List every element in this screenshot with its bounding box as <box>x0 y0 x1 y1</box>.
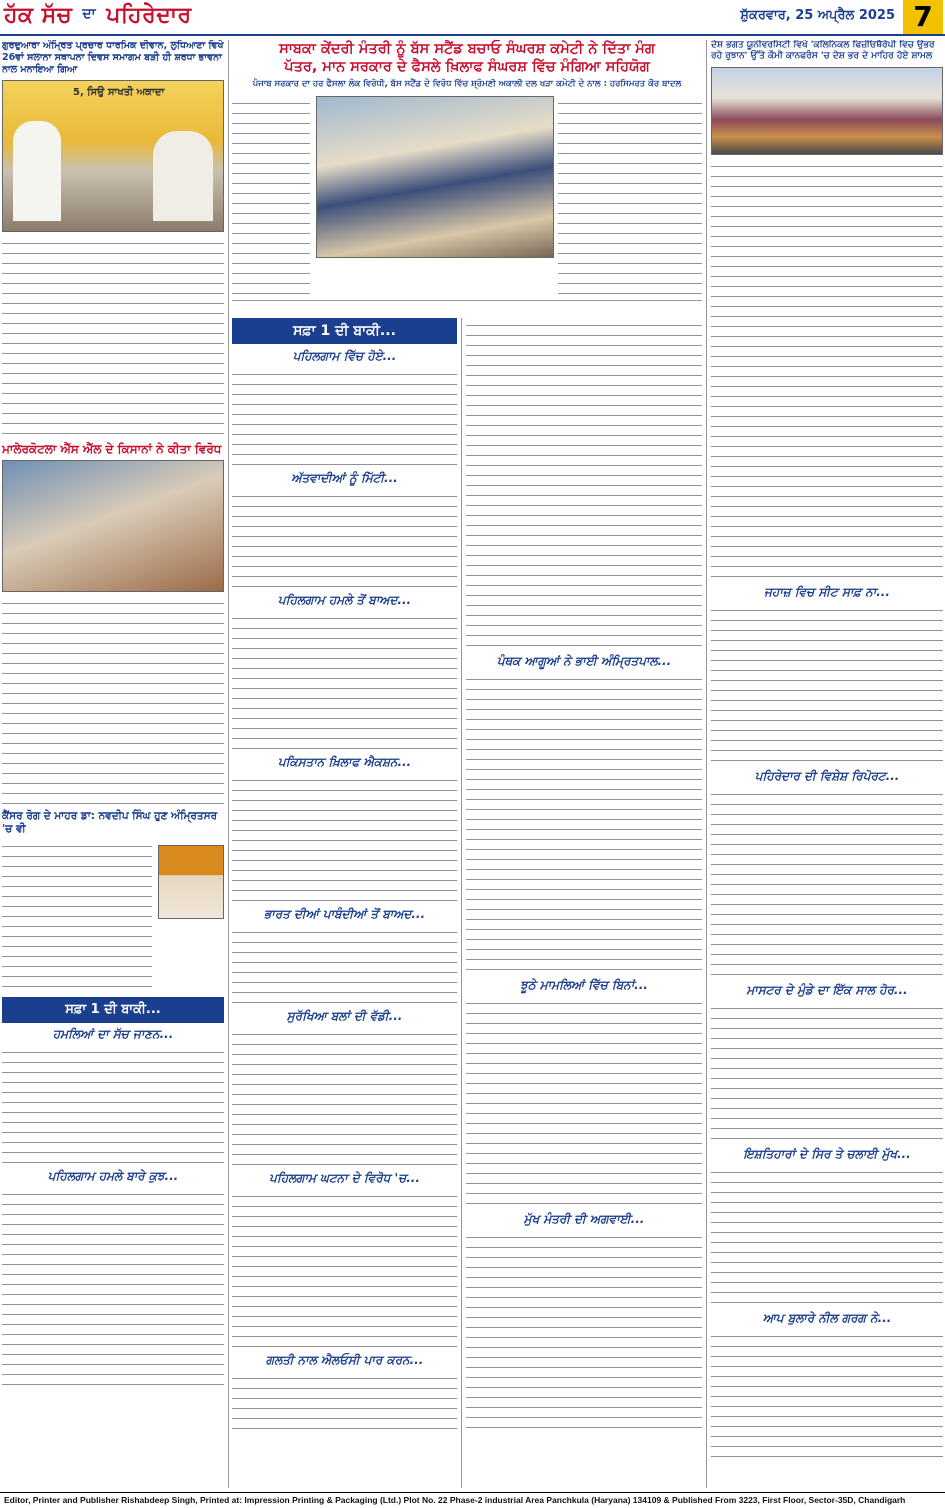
right-sub3-body <box>711 1001 943 1141</box>
right-sub1-body <box>711 603 943 763</box>
center-sub-heading-3: ਪਹਿਲਗਾਮ ਹਮਲੇ ਤੋਂ ਬਾਅਦ... <box>277 593 412 607</box>
page-number-badge: 7 <box>903 0 943 34</box>
column-divider <box>706 40 707 1488</box>
center-sub1-body <box>232 367 457 467</box>
left-story2-headline: ਮਾਲੇਰਕੋਟਲਾ ਐੱਸ ਐੱਲ ਦੇ ਕਿਸਾਨਾਂ ਨੇ ਕੀਤਾ ਵਿਰੋਧ <box>2 441 222 456</box>
person-figure <box>13 121 61 221</box>
rc-sub-heading-3: ਮੁੱਖ ਮੰਤਰੀ ਦੀ ਅਗਵਾਈ... <box>523 1212 645 1226</box>
right-sub-heading-5: ਆਪ ਬੁਲਾਰੇ ਨੀਲ ਗਰਗ ਨੇ... <box>762 1310 892 1325</box>
paper-name-mid: ਦਾ <box>82 6 97 22</box>
right-sub-heading-3: ਮਾਸਟਰ ਦੇ ਮੁੰਡੇ ਦਾ ਇੱਕ ਸਾਲ ਹੋਰ... <box>746 982 908 997</box>
person-figure <box>153 131 213 221</box>
left-top-headline: ਗੁਰਦੁਆਰਾ ਅੰਮ੍ਰਿਤ ਪ੍ਰਚਾਰ ਧਾਰਮਿਕ ਦੀਵਾਨ, ਲੁਧਿਆਣਾ ਵਿਖੇ 26ਵਾਂ ਸਲਾਨਾ ਸਥਾਪਨਾ ਦਿਵਸ ਸਮਾਗਮ ਬੜੀ ਹੀ ਸ਼ਰਧਾ ਭਾਵਨਾ ਨਾਲ ਮਨਾਇਆ ਗਿਆ <box>2 40 224 75</box>
center-continued-column <box>232 318 457 1488</box>
right-center-column <box>466 318 702 1488</box>
center-sub-heading-5: ਭਾਰਤ ਦੀਆਂ ਪਾਬੰਦੀਆਂ ਤੋਂ ਬਾਅਦ... <box>263 907 426 921</box>
left-column <box>2 40 224 1488</box>
rc-sub-heading-1: ਪੰਥਕ ਆਗੂਆਂ ਨੇ ਭਾਈ ਅੰਮ੍ਰਿਤਪਾਲ... <box>496 654 672 668</box>
center-sub2-body <box>232 489 457 589</box>
masthead-rule <box>0 34 945 36</box>
right-top-headline: ਦੇਸ਼ ਭਗਤ ਯੂਨੀਵਰਸਿਟੀ ਵਿਖੇ 'ਕਲਿਨਿਕਲ ਫਿਜ਼ੀਓਥੈਰੇਪੀ ਵਿਚ ਉਭਰ ਰਹੇ ਰੁਝਾਨ' ਉੱਤੇ ਕੌਮੀ ਕਾਨਫਰੰਸ 'ਚ ਦੇਸ਼ ਭਰ ਦੇ ਮਾਹਿਰ ਹੋਏ ਸ਼ਾਮਲ <box>711 40 935 62</box>
photo-banner-text: 5, ਸਿਉ ਸਾਖਤੀ ਅਕਾਦਾ <box>73 86 165 98</box>
bus-stand-delegation-photo <box>316 96 554 258</box>
center-sub-heading-7: ਪਹਿਲਗਾਮ ਘਟਨਾ ਦੇ ਵਿਰੋਧ 'ਚ... <box>269 1171 420 1185</box>
left-story3-body <box>2 839 152 989</box>
rc-sub1-body <box>466 672 702 972</box>
left-sub-heading-1: ਹਮਲਿਆਂ ਦਾ ਸੱਚ ਜਾਣਨ... <box>52 1026 174 1041</box>
lead-top-block <box>232 96 702 296</box>
lead-body-col1 <box>232 96 310 296</box>
publisher-imprint: Editor, Printer and Publisher Rishabdeep Singh, Printed at: Impression Printing & Packaging (Ltd.) Plot No. 22 Phase-2 industrial Area Panchkula (Haryana) 134109 & Published From 3223, First Floor, Sector-35D, Chandigarh <box>0 1492 945 1508</box>
center-sub-heading-2: ਅੱਤਵਾਦੀਆਂ ਨੂੰ ਮਿੱਟੀ... <box>291 471 398 485</box>
rc-top-body <box>466 318 702 648</box>
center-sub-heading-1: ਪਹਿਲਗਾਮ ਵਿੱਚ ਹੋਏ... <box>292 349 397 363</box>
lead-body-col3 <box>558 96 702 296</box>
right-sub2-body <box>711 787 943 977</box>
center-sub8-body <box>232 1371 457 1431</box>
doctor-portrait-photo <box>158 845 224 919</box>
column-divider <box>228 40 229 1488</box>
university-conference-photo <box>711 67 943 155</box>
rc-sub2-body <box>466 996 702 1206</box>
left-story3-block <box>2 839 224 989</box>
left-sub2-body <box>2 1187 224 1387</box>
left-sub-heading-2: ਪਹਿਲਗਾਮ ਹਮਲੇ ਬਾਰੇ ਕੁਝ... <box>47 1168 179 1183</box>
left-continued-bar: ਸਫ਼ਾ 1 ਦੀ ਬਾਕੀ... <box>2 997 224 1023</box>
left-story3-headline: ਕੈਂਸਰ ਰੋਗ ਦੇ ਮਾਹਰ ਡਾ: ਨਵਦੀਪ ਸਿੰਘ ਹੁਣ ਅੰਮ੍ਰਿਤਸਰ 'ਚ ਵੀ <box>2 809 218 835</box>
center-sub-heading-4: ਪਕਿਸਤਾਨ ਖ਼ਿਲਾਫ ਐਕਸ਼ਨ... <box>277 755 412 769</box>
left-story2-body <box>2 596 224 806</box>
right-story1-body <box>711 159 943 579</box>
center-continued-bar: ਸਫ਼ਾ 1 ਦੀ ਬਾਕੀ... <box>232 318 457 344</box>
center-sub6-body <box>232 1027 457 1167</box>
left-sub1-body <box>2 1045 224 1165</box>
center-sub4-body <box>232 773 457 903</box>
right-column <box>711 40 943 1488</box>
issue-date: ਸ਼ੁੱਕਰਵਾਰ, 25 ਅਪ੍ਰੈਲ 2025 <box>740 8 895 23</box>
center-sub7-body <box>232 1189 457 1349</box>
gurdwara-event-photo <box>2 80 224 232</box>
right-sub-heading-2: ਪਹਿਰੇਦਾਰ ਦੀ ਵਿਸ਼ੇਸ਼ ਰਿਪੋਰਟ... <box>754 768 900 783</box>
rc-sub3-body <box>466 1230 702 1430</box>
center-sub5-body <box>232 925 457 1005</box>
right-sub4-body <box>711 1165 943 1305</box>
paper-name-right: ਪਹਿਰੇਦਾਰ <box>106 2 192 28</box>
lead-headline-line1: ਸਾਬਕਾ ਕੇਂਦਰੀ ਮੰਤਰੀ ਨੂੰ ਬੱਸ ਸਟੈਂਡ ਬਚਾਓ ਸੰਘਰਸ਼ ਕਮੇਟੀ ਨੇ ਦਿੱਤਾ ਮੰਗ <box>279 41 655 57</box>
farmers-protest-photo <box>2 460 224 592</box>
section-divider <box>232 300 702 301</box>
right-sub5-body <box>711 1329 943 1459</box>
center-sub3-body <box>232 611 457 751</box>
right-sub-heading-1: ਜਹਾਜ਼ ਵਿਚ ਸੀਟ ਸਾਫ਼ ਨਾ... <box>764 584 890 599</box>
lead-strapline: ਪੰਜਾਬ ਸਰਕਾਰ ਦਾ ਹਰ ਫੈਸਲਾ ਲੋਕ ਵਿਰੋਧੀ, ਬੱਸ ਸਟੈਂਡ ਦੇ ਵਿਰੋਧ ਵਿੱਚ ਸ਼੍ਰੋਮਣੀ ਅਕਾਲੀ ਦਲ ਖੜਾ ਕਮੇਟੀ ਦੇ ਨਾਲ : ਹਰਸਿਮਰਤ ਕੌਰ ਬਾਦਲ <box>252 79 682 90</box>
column-divider <box>461 318 462 1488</box>
lead-headline-line2: ਪੱਤਰ, ਮਾਨ ਸਰਕਾਰ ਦੇ ਫੈਸਲੇ ਖ਼ਿਲਾਫ ਸੰਘਰਸ਼ ਵਿੱਚ ਮੰਗਿਆ ਸਹਿਯੋਗ <box>284 59 650 76</box>
left-story1-body <box>2 236 224 436</box>
center-sub-heading-6: ਸੁਰੱਖਿਆ ਬਲਾਂ ਦੀ ਵੱਡੀ... <box>286 1009 403 1023</box>
paper-name-left: ਹੱਕ ਸੱਚ <box>4 2 73 28</box>
center-sub-heading-8: ਗਲਤੀ ਨਾਲ ਐਲਓਸੀ ਪਾਰ ਕਰਨ... <box>265 1353 424 1367</box>
paper-logo <box>4 2 192 28</box>
right-sub-heading-4: ਇਸ਼ਤਿਹਾਰਾਂ ਦੇ ਸਿਰ ਤੇ ਚਲਾਈ ਮੁੱਖ... <box>743 1146 911 1161</box>
rc-sub-heading-2: ਝੂਠੇ ਮਾਮਲਿਆਂ ਵਿੱਚ ਬਿਨਾਂ... <box>520 978 648 992</box>
masthead <box>0 0 945 34</box>
